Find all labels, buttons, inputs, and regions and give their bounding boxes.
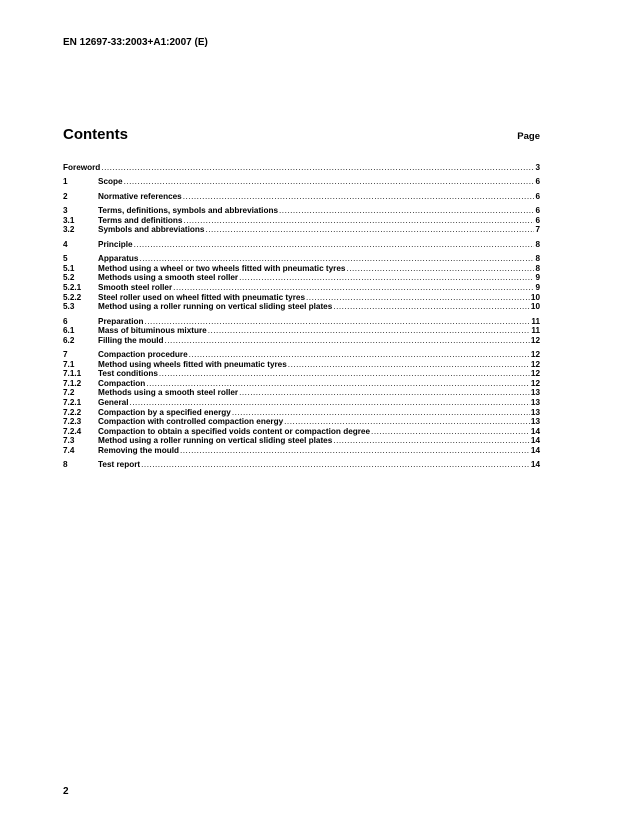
toc-leader (101, 163, 534, 173)
toc-entry-page: 14 (530, 436, 540, 446)
toc-entry-page: 7 (535, 225, 540, 235)
toc-entry-title: Apparatus (98, 254, 139, 264)
toc-entry-title: Normative references (98, 191, 182, 201)
toc-entry-title: Method using a roller running on vertical sliding steel plates (98, 436, 333, 446)
toc-leader (239, 388, 530, 398)
toc-entry[interactable] (63, 388, 540, 398)
toc-entry-title: Method using a wheel or two wheels fitted with pneumatic tyres (98, 263, 346, 273)
toc-entry-title: Compaction procedure (98, 350, 188, 360)
toc-entry-number: 6.2 (63, 335, 75, 345)
document-header: EN 12697-33:2003+A1:2007 (E) (63, 37, 208, 48)
toc-leader (141, 460, 530, 470)
toc-entry[interactable] (63, 293, 540, 303)
toc-entry-page: 14 (530, 460, 540, 470)
toc-entry[interactable] (63, 417, 540, 427)
toc-leader (145, 317, 531, 327)
toc-entry-page: 11 (531, 316, 540, 326)
toc-entry[interactable] (63, 283, 540, 293)
toc-entry-page: 13 (530, 417, 540, 427)
toc-entry[interactable] (63, 408, 540, 418)
toc-entry-number: 7.4 (63, 446, 75, 456)
toc-entry-page: 10 (530, 292, 540, 302)
toc-entry[interactable] (63, 302, 540, 312)
toc-entry-title: Removing the mould (98, 446, 179, 456)
toc-entry-title: Terms, definitions, symbols and abbreviations (98, 206, 279, 216)
toc-entry-title: Steel roller used on wheel fitted with pneumatic tyres (98, 292, 306, 302)
toc-entry-page: 9 (535, 273, 540, 283)
toc-entry-title: Compaction to obtain a specified voids content or compaction degree (98, 426, 371, 436)
toc-leader (134, 240, 535, 250)
toc-entry-page: 12 (530, 359, 540, 369)
toc-entry[interactable] (63, 216, 540, 226)
toc-leader (306, 293, 530, 303)
contents-heading: Contents (63, 126, 128, 143)
toc-entry-title: Smooth steel roller (98, 282, 173, 292)
toc-entry-number: 5.2 (63, 273, 75, 283)
table-of-contents (63, 163, 540, 470)
toc-entry-number: 7.1 (63, 359, 75, 369)
toc-entry[interactable] (63, 254, 540, 264)
toc-entry-number: 7.3 (63, 436, 75, 446)
toc-entry-title: Principle (98, 239, 133, 249)
toc-entry[interactable] (63, 379, 540, 389)
toc-leader (189, 350, 530, 360)
toc-entry-number: 7.2.1 (63, 398, 82, 408)
toc-entry-title: General (98, 398, 129, 408)
toc-entry-page: 8 (535, 239, 540, 249)
toc-entry-page: 14 (530, 426, 540, 436)
toc-entry-number: 7.1.2 (63, 378, 82, 388)
toc-entry-title: Compaction by a specified energy (98, 407, 231, 417)
toc-entry-number: 7.2.2 (63, 407, 82, 417)
toc-entry[interactable] (63, 336, 540, 346)
toc-entry[interactable] (63, 398, 540, 408)
toc-leader (183, 216, 534, 226)
toc-entry-title: Compaction with controlled compaction energy (98, 417, 284, 427)
toc-leader (124, 177, 535, 187)
toc-entry[interactable] (63, 225, 540, 235)
toc-entry-page: 6 (535, 191, 540, 201)
toc-entry-number: 6.1 (63, 326, 75, 336)
toc-leader (284, 417, 530, 427)
toc-entry-number: 5.2.2 (63, 292, 82, 302)
toc-leader (232, 408, 530, 418)
toc-leader (279, 206, 534, 216)
toc-leader (371, 427, 530, 437)
toc-entry[interactable] (63, 264, 540, 274)
toc-entry-title: Methods using a smooth steel roller (98, 273, 239, 283)
toc-entry-page: 6 (535, 177, 540, 187)
toc-entry-title: Compaction (98, 378, 146, 388)
toc-entry[interactable] (63, 163, 540, 173)
toc-entry-title: Scope (98, 177, 123, 187)
toc-entry[interactable] (63, 369, 540, 379)
toc-entry-number: 7 (63, 350, 68, 360)
toc-leader (140, 254, 535, 264)
toc-entry-number: 8 (63, 460, 68, 470)
toc-entry-title: Terms and definitions (98, 215, 183, 225)
toc-entry-title: Method using a roller running on vertical sliding steel plates (98, 302, 333, 312)
toc-entry-page: 3 (535, 163, 540, 172)
toc-entry[interactable] (63, 446, 540, 456)
toc-entry[interactable] (63, 317, 540, 327)
toc-leader (165, 336, 530, 346)
toc-entry-page: 12 (530, 350, 540, 360)
toc-entry-number: 7.2.4 (63, 426, 82, 436)
toc-leader (239, 273, 534, 283)
toc-entry-page: 14 (530, 446, 540, 456)
toc-entry[interactable] (63, 427, 540, 437)
toc-entry-page: 13 (530, 407, 540, 417)
toc-leader (346, 264, 534, 274)
toc-entry-title: Preparation (98, 316, 144, 326)
toc-entry-number: 6 (63, 316, 68, 326)
toc-entry-page: 13 (530, 398, 540, 408)
toc-entry-title: Test conditions (98, 369, 158, 379)
toc-entry[interactable] (63, 326, 540, 336)
toc-entry-page: 6 (535, 206, 540, 216)
toc-entry-page: 8 (535, 254, 540, 264)
toc-entry[interactable] (63, 177, 540, 187)
page-column-label: Page (517, 131, 540, 142)
toc-entry-number: 4 (63, 239, 68, 249)
toc-entry-page: 8 (535, 263, 540, 273)
toc-leader (333, 436, 530, 446)
toc-leader (180, 446, 530, 456)
toc-entry-number: 3.2 (63, 225, 75, 235)
toc-entry[interactable] (63, 192, 540, 202)
toc-leader (146, 379, 530, 389)
toc-leader (333, 302, 530, 312)
toc-leader (208, 326, 531, 336)
toc-entry-number: 7.2.3 (63, 417, 82, 427)
toc-entry-title: Symbols and abbreviations (98, 225, 205, 235)
toc-entry[interactable] (63, 273, 540, 283)
toc-entry[interactable] (63, 240, 540, 250)
toc-entry-title: Filling the mould (98, 335, 164, 345)
toc-entry-page: 11 (531, 326, 540, 336)
toc-entry-title: Method using wheels fitted with pneumatic tyres (98, 359, 287, 369)
toc-leader (205, 225, 534, 235)
toc-entry-title: Methods using a smooth steel roller (98, 388, 239, 398)
toc-entry-page: 12 (530, 369, 540, 379)
toc-entry-title: Foreword (63, 163, 101, 172)
toc-entry-page: 6 (535, 215, 540, 225)
toc-entry-number: 3 (63, 206, 68, 216)
toc-leader (183, 192, 535, 202)
toc-entry-page: 12 (530, 378, 540, 388)
toc-entry-number: 5.1 (63, 263, 75, 273)
toc-entry[interactable] (63, 436, 540, 446)
toc-entry-number: 7.1.1 (63, 369, 82, 379)
toc-entry[interactable] (63, 360, 540, 370)
toc-entry-title: Mass of bituminous mixture (98, 326, 207, 336)
toc-leader (130, 398, 530, 408)
toc-entry[interactable] (63, 206, 540, 216)
toc-leader (159, 369, 530, 379)
toc-entry-number: 3.1 (63, 215, 75, 225)
toc-entry-title: Test report (98, 460, 141, 470)
toc-entry-number: 7.2 (63, 388, 75, 398)
toc-leader (173, 283, 534, 293)
toc-entry-page: 13 (530, 388, 540, 398)
toc-entry-page: 10 (530, 302, 540, 312)
toc-entry-number: 5.2.1 (63, 282, 82, 292)
page-number: 2 (63, 786, 69, 797)
toc-leader (288, 360, 530, 370)
toc-entry-page: 12 (530, 335, 540, 345)
toc-entry-number: 2 (63, 191, 68, 201)
toc-entry[interactable] (63, 460, 540, 470)
toc-entry-number: 5.3 (63, 302, 75, 312)
toc-entry-number: 1 (63, 177, 68, 187)
toc-entry-number: 5 (63, 254, 68, 264)
toc-entry-page: 9 (535, 282, 540, 292)
toc-entry[interactable] (63, 350, 540, 360)
